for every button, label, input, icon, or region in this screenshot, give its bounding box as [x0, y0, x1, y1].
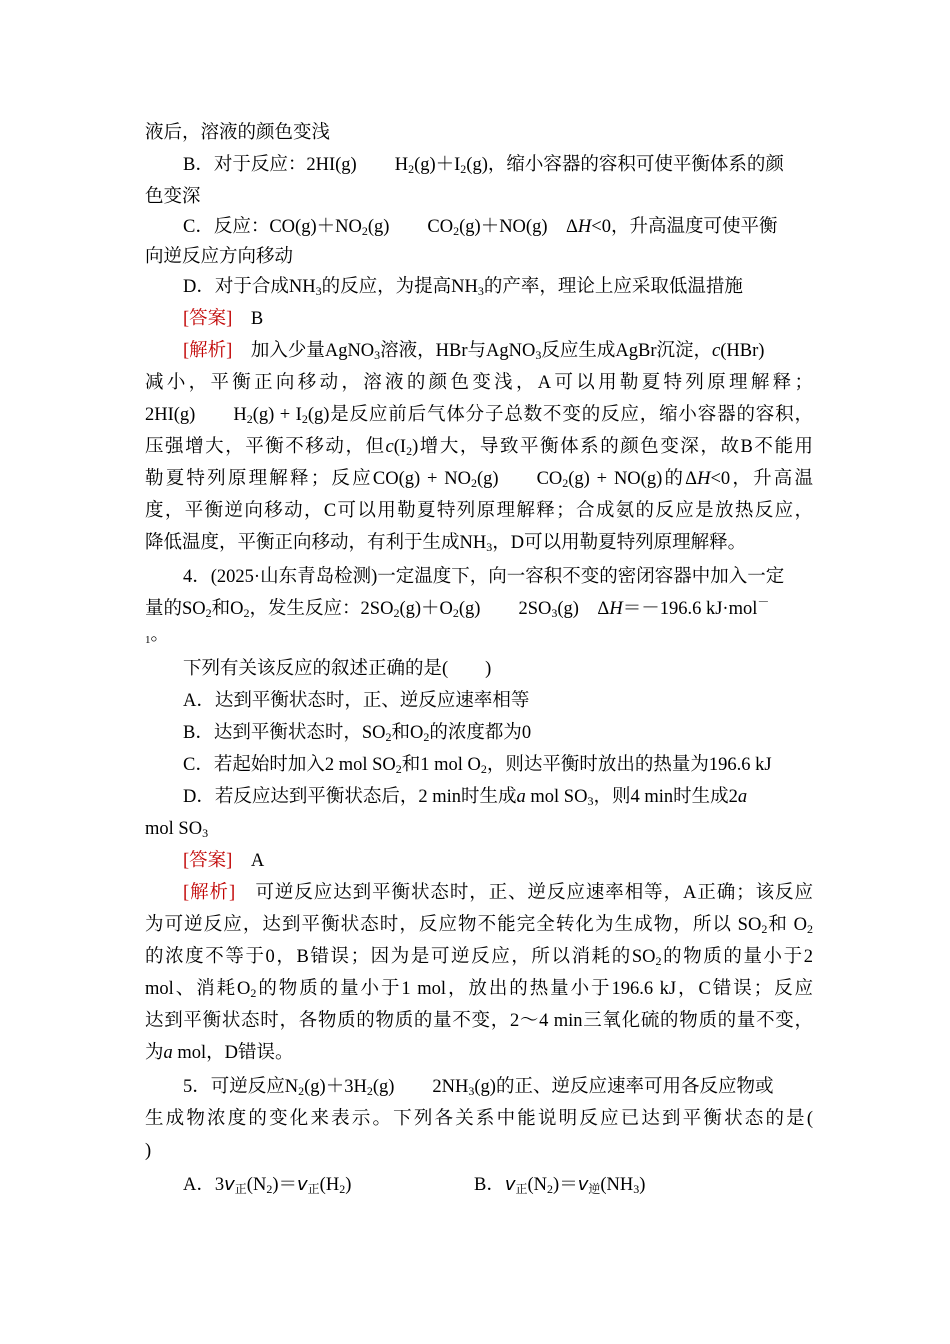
option-c: C．若起始时加入2 mol $SO_2$和1 mol $O_2$，则达平衡时放出的热量为196.6 kJ [183, 755, 772, 776]
option-b: B．对于反应：2HI(g) $H_2(g)+I_2(g)$，缩小容器的容积可使平衡体系的颜 [183, 155, 784, 176]
analysis-line: [解析] 加入少量AgNO$_3$溶液，HBr与AgNO$_3$反应生成AgBr沉淀，c(HBr) [183, 341, 765, 362]
text-line: 压强增大，平衡不移动，但$c(I_2)$增大，导致平衡体系的颜色变深，故B不能用 [145, 437, 813, 458]
answer-line: [答案] A [183, 851, 265, 871]
text-line: 的浓度不等于0，B错误；因为是可逆反应，所以消耗的$SO_2$的物质的量小于2 [145, 947, 813, 968]
text-line: 减小，平衡正向移动，溶液的颜色变浅，A可以用勒夏特列原理解释； [145, 373, 813, 393]
option-a: A．达到平衡状态时，正、逆反应速率相等 [183, 691, 530, 711]
text-line: mol、消耗$O_2$的物质的量小于1 mol，放出的热量小于196.6 kJ，C错误；反应 [145, 979, 814, 1000]
question-4-stem: 下列有关该反应的叙述正确的是( ) [183, 659, 492, 679]
option-d: D．若反应达到平衡状态后，2 min时生成a mol $SO_3$，则4 min时生成2a [183, 787, 748, 808]
text-line: 降低温度，平衡正向移动，有利于生成$NH_3$，D可以用勒夏特列原理解释。 [145, 533, 747, 554]
text-line: 1。 [145, 625, 170, 646]
answer-line: [答案] B [183, 309, 264, 329]
text-line: 液后，溶液的颜色变浅 [145, 123, 331, 143]
analysis-line: [解析] 可逆反应达到平衡状态时，正、逆反应速率相等，A正确；该反应 [183, 883, 813, 903]
option-d: D．对于合成$NH_3$的反应，为提高$NH_3$的产率，理论上应采取低温措施 [183, 277, 743, 298]
question-5: 5．可逆反应$N_2(g)+3H_2(g)$ $2NH_3(g)$的正、逆反应速率可用各反应物或 [183, 1077, 774, 1098]
option-c: C．反应：$CO(g)+NO_2(g)$ $CO_2(g)+NO(g)$ ΔH<0，升高温度可使平衡 [183, 217, 778, 238]
text-line: 为a mol，D错误。 [145, 1043, 294, 1063]
text-line: ) [145, 1141, 152, 1161]
text-line: 度，平衡逆向移动，C可以用勒夏特列原理解释；合成氨的反应是放热反应， [145, 501, 813, 521]
text-line: 达到平衡状态时，各物质的物质的量不变，2～4 min三氧化硫的物质的量不变， [145, 1011, 813, 1031]
text-line: 向逆反应方向移动 [145, 247, 294, 267]
option-b: B．达到平衡状态时，$SO_2$和$O_2$的浓度都为0 [183, 723, 532, 744]
text-line: mol $SO_3$ [145, 819, 209, 840]
text-line: 2HI(g) $H_2(g) + I_2(g)$是反应前后气体分子总数不变的反应，缩小容器的容积， [145, 405, 813, 426]
text-line: 勒夏特列原理解释；反应$CO(g) + NO_2(g) CO_2(g) + NO(g)$的ΔH<0，升高温 [145, 469, 813, 490]
question-4: 4．(2025·山东青岛检测)一定温度下，向一容积不变的密闭容器中加入一定 [183, 567, 785, 587]
text-line: 色变深 [145, 187, 201, 207]
option-b: B．$v_正(N_2)=v_逆(NH_3)$ [474, 1174, 646, 1196]
text-line: 生成物浓度的变化来表示。下列各关系中能说明反应已达到平衡状态的是( [145, 1109, 813, 1129]
text-line: 为可逆反应，达到平衡状态时，反应物不能完全转化为生成物，所以 $SO_2$和 $O_2$ [145, 915, 813, 936]
text-line: 量的$SO_2$和$O_2$，发生反应：$2SO_2(g)+O_2(g)$ $2SO_3(g)$ ΔH＝－196.6 kJ·mol－ [145, 595, 770, 620]
option-a: A．$3v_正(N_2)=v_正(H_2)$ [183, 1174, 352, 1196]
